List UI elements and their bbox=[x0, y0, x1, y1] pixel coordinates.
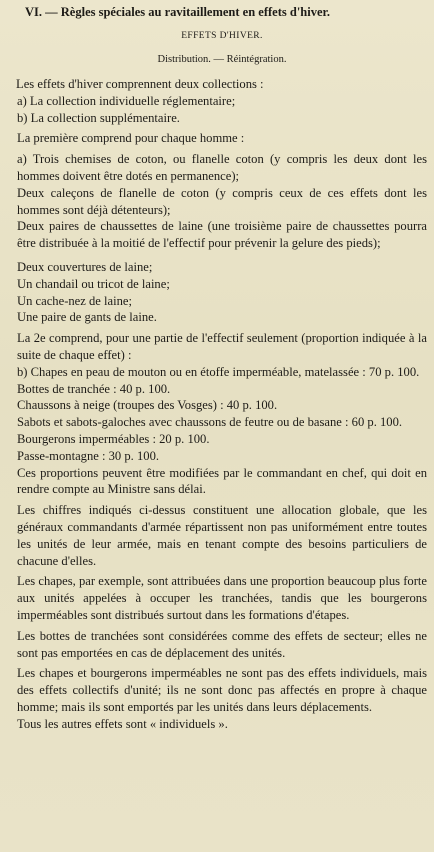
subheading-2: Distribution. — Réintégration. bbox=[157, 54, 287, 65]
list-item: Un cache-nez de laine; bbox=[17, 293, 133, 308]
paragraph: Tous les autres effets sont « individuels ». bbox=[17, 716, 228, 731]
subheading: EFFETS D'HIVER. bbox=[181, 31, 263, 41]
paragraph: La première comprend pour chaque homme : bbox=[17, 131, 245, 146]
list-item: Une paire de gants de laine. bbox=[17, 310, 157, 325]
list-item: a) La collection individuelle réglementaire; bbox=[17, 93, 236, 108]
paragraph: Les chapes et bourgerons imperméables ne sont pas des effets individuels, mais des effets collectifs d'unité; ils ne sont donc pas affectés en propre à chaque homme; mais ils sont emportés par les unités dans leurs déplacements. bbox=[17, 666, 427, 714]
list-item: Un chandail ou tricot de laine; bbox=[17, 276, 170, 291]
section-heading: VI. — Règles spéciales au ravitaillement en effets d'hiver. bbox=[25, 5, 331, 19]
paragraph: Les effets d'hiver comprennent deux collections : bbox=[16, 77, 264, 91]
list-item: Bottes de tranchée : 40 p. 100. bbox=[17, 381, 171, 396]
list-item: a) Trois chemises de coton, ou flanelle coton (y compris les deux dont les hommes doivent être dotés en permanence); bbox=[17, 152, 427, 183]
list-item: Sabots et sabots-galoches avec chaussons de feutre ou de basane : 60 p. 100. bbox=[17, 415, 403, 430]
list-item: Bourgerons imperméables : 20 p. 100. bbox=[17, 431, 210, 446]
paragraph: Ces proportions peuvent être modifiées par le commandant en chef, qui doit en rendre compte au Ministre sans délai. bbox=[17, 465, 427, 497]
paragraph: Les chiffres indiqués ci-dessus constituent une allocation globale, que les généraux commandants d'armée répartissent non pas uniformément entre toutes les unités de leur armée, mais en tenant compte des besoins particuliers de chacune d'elles. bbox=[17, 503, 427, 568]
list-item: Deux caleçons de flanelle de coton (y compris ceux de ces effets dont les hommes sont déjà détenteurs); bbox=[17, 185, 427, 217]
list-item: b) Chapes en peau de mouton ou en étoffe imperméable, matelassée : 70 p. 100. bbox=[17, 364, 420, 379]
list-item: Chaussons à neige (troupes des Vosges) : 40 p. 100. bbox=[17, 398, 278, 413]
list-item: Passe-montagne : 30 p. 100. bbox=[17, 448, 160, 463]
list-item: Deux paires de chaussettes de laine (une troisième paire de chaussettes pourra être distribuée à la moitié de l'effectif pour prévenir la gelure des pieds); bbox=[17, 219, 427, 251]
paragraph: Les chapes, par exemple, sont attribuées dans une proportion beaucoup plus forte aux unités appelées à occuper les tranchées, tandis que les bourgerons imperméables sont distribués surtout dans les formations d'étapes. bbox=[17, 574, 427, 622]
list-item: b) La collection supplémentaire. bbox=[17, 110, 180, 125]
list-item: Deux couvertures de laine; bbox=[17, 259, 153, 274]
paragraph: La 2e comprend, pour une partie de l'effectif seulement (proportion indiquée à la suite de chaque effet) : bbox=[17, 331, 427, 362]
paragraph: Les bottes de tranchées sont considérées comme des effets de secteur; elles ne sont pas emportées en cas de déplacement des unités. bbox=[17, 628, 427, 660]
